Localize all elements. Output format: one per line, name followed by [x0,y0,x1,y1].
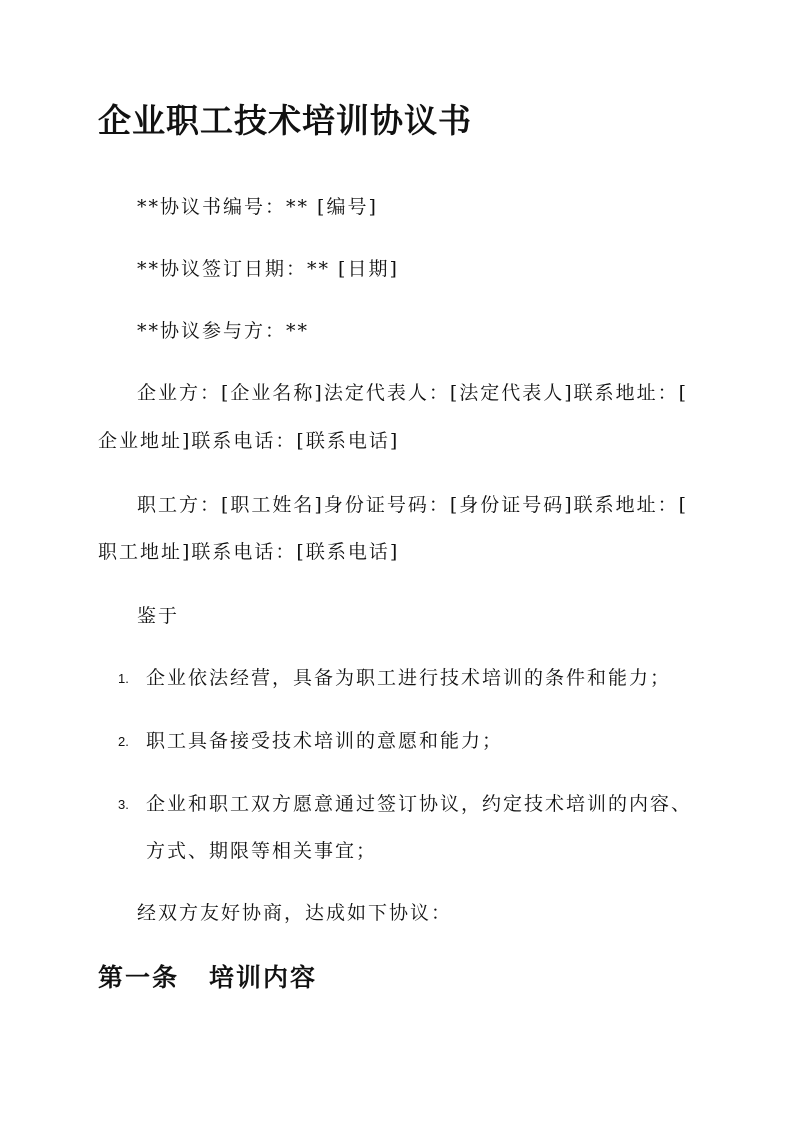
section-title: 培训内容 [209,963,318,992]
list-item-text-continued: 方式、期限等相关事宜； [146,840,378,862]
agreement-intro: 经双方友好协商，达成如下协议： [137,902,453,924]
enterprise-party-line2: 企业地址]联系电话：[联系电话] [98,430,400,452]
list-item-number: 2. [118,734,129,749]
parties-heading: **协议参与方：** [137,320,310,342]
employee-party-line1: 职工方：[职工姓名]身份证号码：[身份证号码]联系地址：[ [137,494,689,516]
document-title: 企业职工技术培训协议书 [98,101,472,140]
list-item-number: 3. [118,797,129,812]
enterprise-party-line1: 企业方：[企业名称]法定代表人：[法定代表人]联系地址：[ [137,382,689,404]
whereas-label: 鉴于 [137,605,180,627]
section-heading [98,960,317,996]
employee-party-line2: 职工地址]联系电话：[联系电话] [98,541,400,563]
list-item-text: 企业和职工双方愿意通过签订协议，约定技术培训的内容、 [146,793,693,815]
list-item-text: 企业依法经营，具备为职工进行技术培训的条件和能力； [146,667,672,689]
agreement-number: **协议书编号：** [编号] [137,196,378,218]
list-item-text: 职工具备接受技术培训的意愿和能力； [146,730,504,752]
list-item-number: 1. [118,671,129,686]
section-number: 第一条 [98,963,180,992]
signing-date: **协议签订日期：** [日期] [137,258,399,280]
